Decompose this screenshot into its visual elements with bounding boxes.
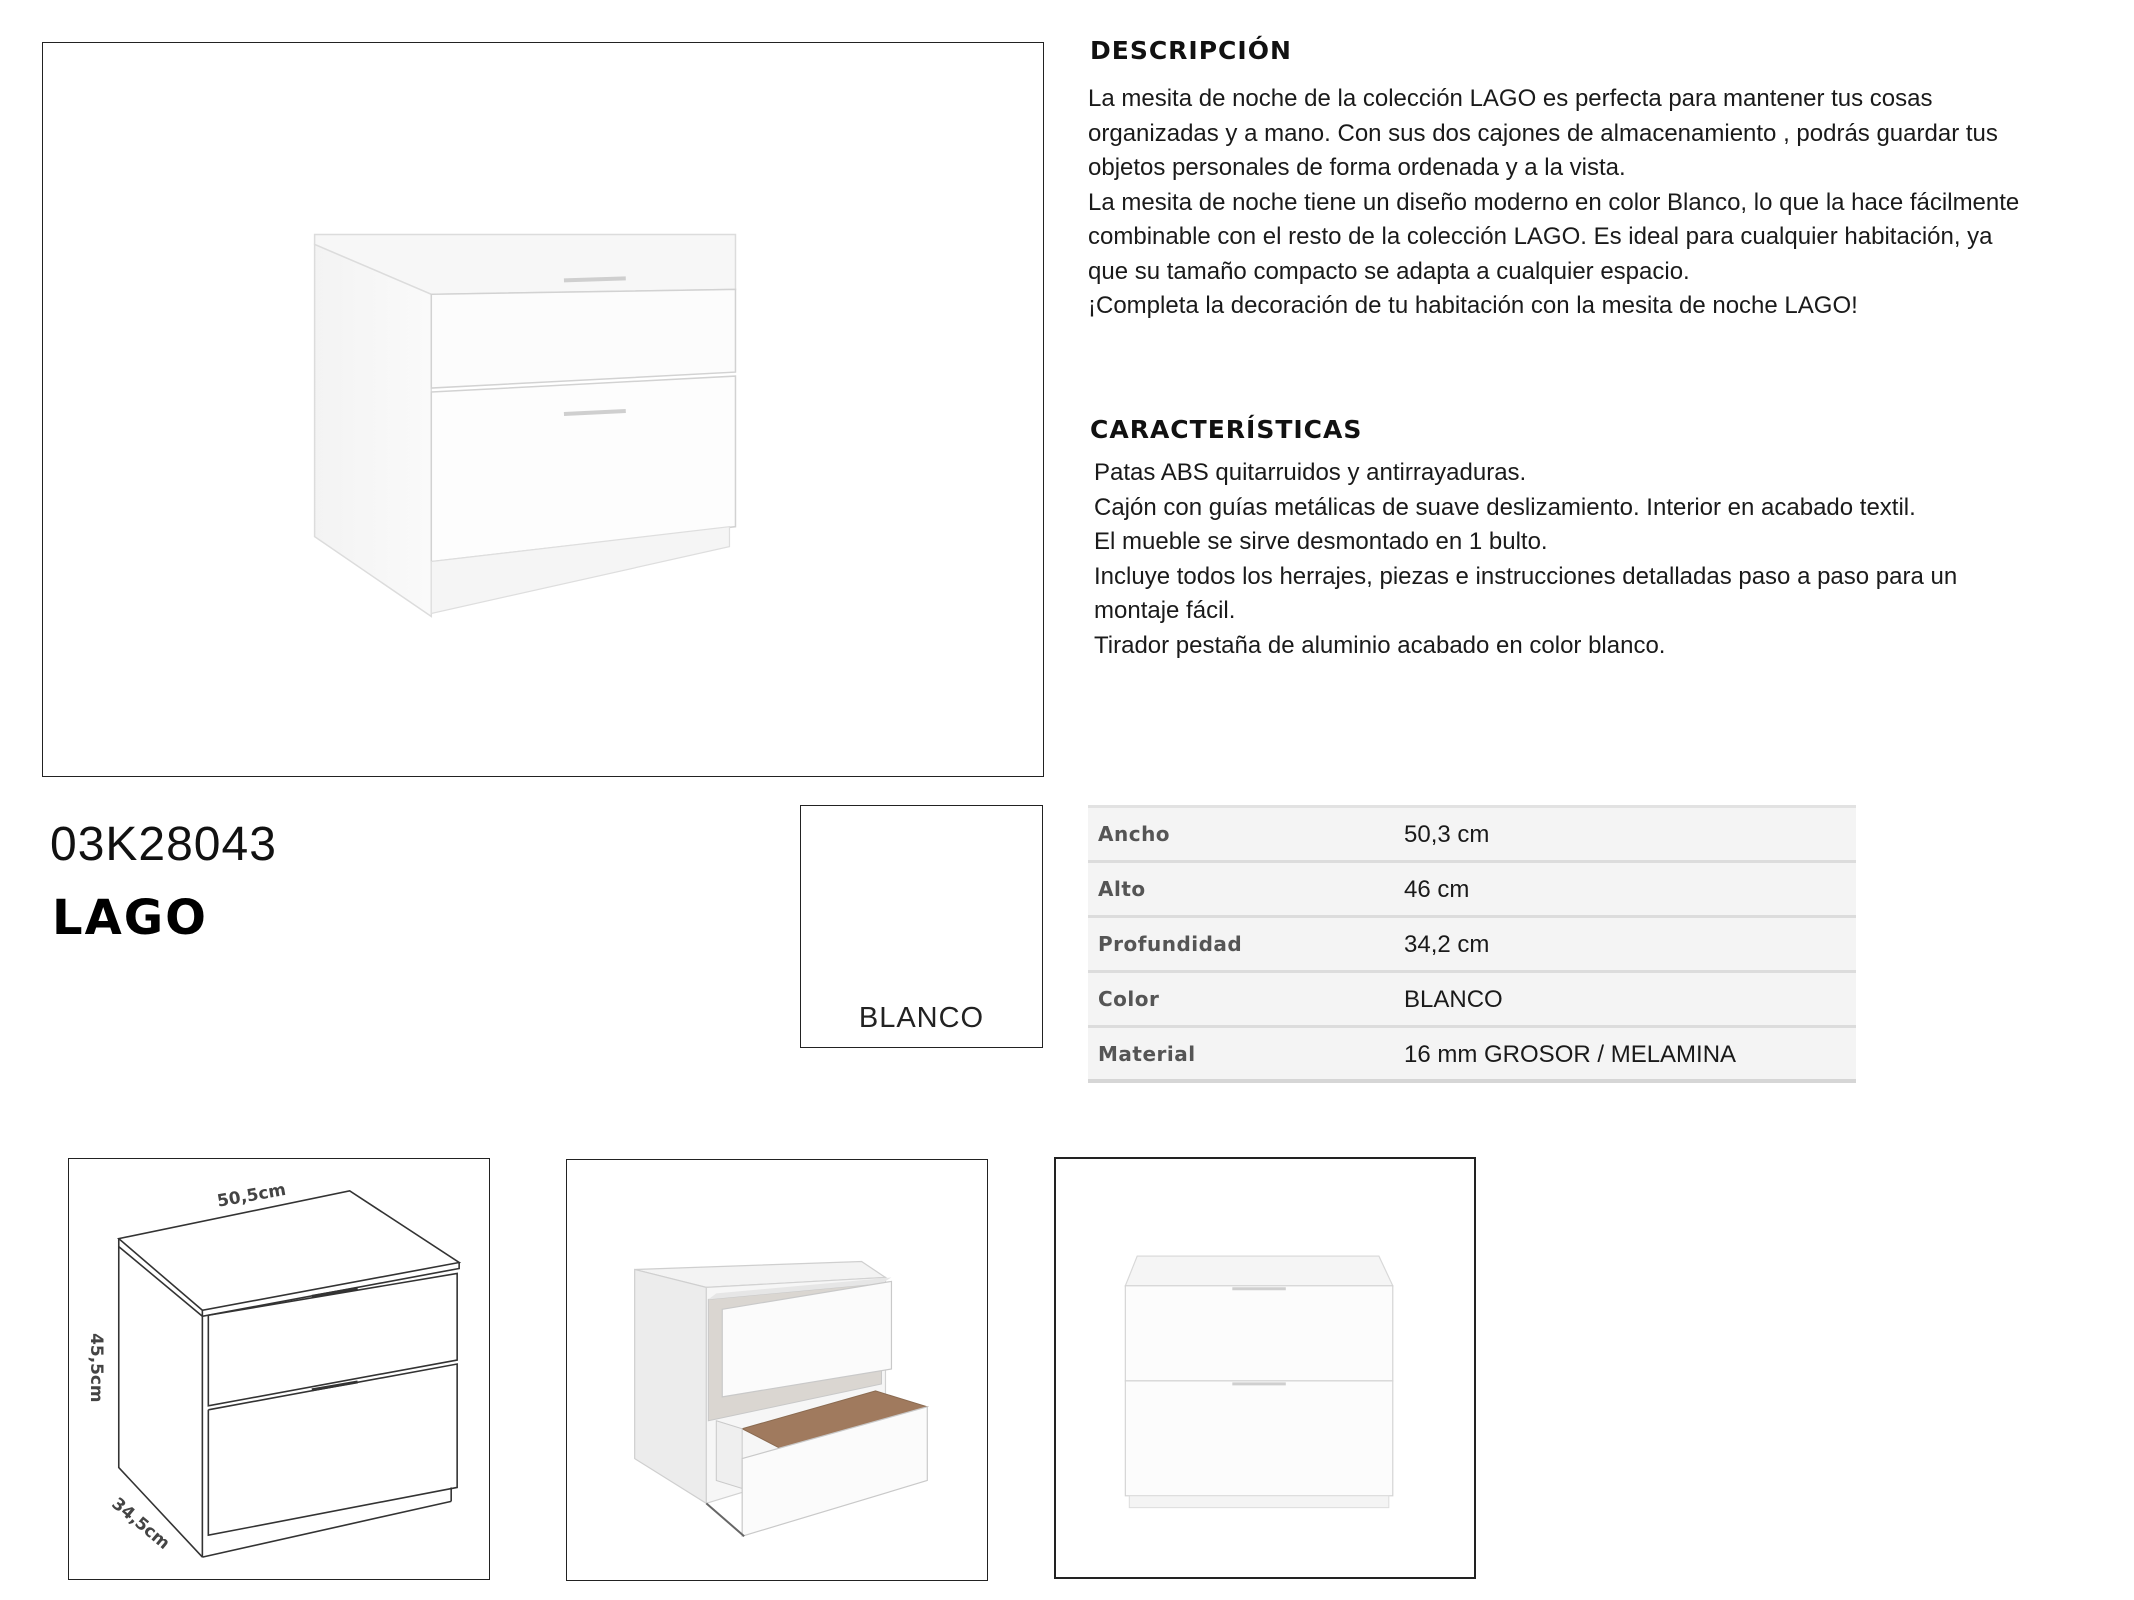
description-line: ¡Completa la decoración de tu habitación con la mesita de noche LAGO!	[1088, 292, 1858, 319]
feature-line: Cajón con guías metálicas de suave deslizamiento. Interior en acabado textil.	[1094, 493, 1916, 521]
front-view-illustration	[1056, 1159, 1474, 1577]
spec-row	[1088, 918, 1856, 973]
feature-line: Incluye todos los herrajes, piezas e instrucciones detalladas paso a paso para un	[1094, 562, 1958, 590]
open-drawers-illustration	[567, 1160, 987, 1580]
front-view-image	[1054, 1157, 1476, 1579]
description-heading: DESCRIPCIÓN	[1090, 36, 1292, 65]
feature-line: Patas ABS quitarruidos y antirrayaduras.	[1094, 459, 1527, 486]
spec-row	[1088, 1028, 1856, 1083]
product-name: LAGO	[52, 890, 208, 946]
spec-value: BLANCO	[1404, 986, 1503, 1013]
feature-line: montaje fácil.	[1094, 597, 1236, 624]
description-line: que su tamaño compacto se adapta a cualquier espacio.	[1088, 257, 1690, 285]
dimensions-line-drawing	[69, 1159, 489, 1579]
width-dimension-label: 50,5cm	[215, 1178, 288, 1211]
spec-value: 46 cm	[1404, 876, 1470, 903]
description-line: La mesita de noche tiene un diseño moderno en color Blanco, lo que la hace fácilmente	[1088, 188, 2020, 216]
spec-label: Profundidad	[1098, 932, 1243, 956]
nightstand-illustration	[43, 43, 1043, 776]
description-line: organizadas y a mano. Con sus dos cajones de almacenamiento , podrás guardar tus	[1088, 119, 1998, 147]
spec-label: Color	[1098, 987, 1160, 1011]
feature-line: El mueble se sirve desmontado en 1 bulto.	[1094, 528, 1548, 555]
spec-value: 34,2 cm	[1404, 931, 1490, 958]
description-text	[1088, 82, 2019, 324]
color-swatch-label: BLANCO	[858, 1002, 985, 1034]
spec-label: Material	[1098, 1042, 1196, 1066]
depth-dimension-label: 34,5cm	[108, 1493, 175, 1553]
features-text	[1094, 456, 1957, 663]
spec-row	[1088, 863, 1856, 918]
spec-label: Alto	[1098, 877, 1146, 901]
description-line: combinable con el resto de la colección LAGO. Es ideal para cualquier habitación, ya	[1088, 223, 1993, 250]
open-drawers-image	[566, 1159, 988, 1581]
height-dimension-label: 45,5cm	[86, 1333, 107, 1403]
spec-row	[1088, 808, 1856, 863]
spec-value: 50,3 cm	[1404, 821, 1490, 848]
specs-table	[1088, 805, 1856, 1083]
product-code: 03K28043	[50, 818, 277, 871]
description-line: La mesita de noche de la colección LAGO es perfecta para mantener tus cosas	[1088, 85, 1933, 112]
spec-row	[1088, 973, 1856, 1028]
main-product-image	[42, 42, 1044, 777]
feature-line: Tirador pestaña de aluminio acabado en color blanco.	[1094, 631, 1666, 659]
color-swatch	[800, 805, 1043, 1048]
description-line: objetos personales de forma ordenada y a la vista.	[1088, 154, 1626, 181]
spec-label: Ancho	[1098, 822, 1171, 846]
spec-value: 16 mm GROSOR / MELAMINA	[1404, 1041, 1737, 1068]
dimensions-drawing	[68, 1158, 490, 1580]
features-heading: CARACTERÍSTICAS	[1090, 415, 1363, 444]
